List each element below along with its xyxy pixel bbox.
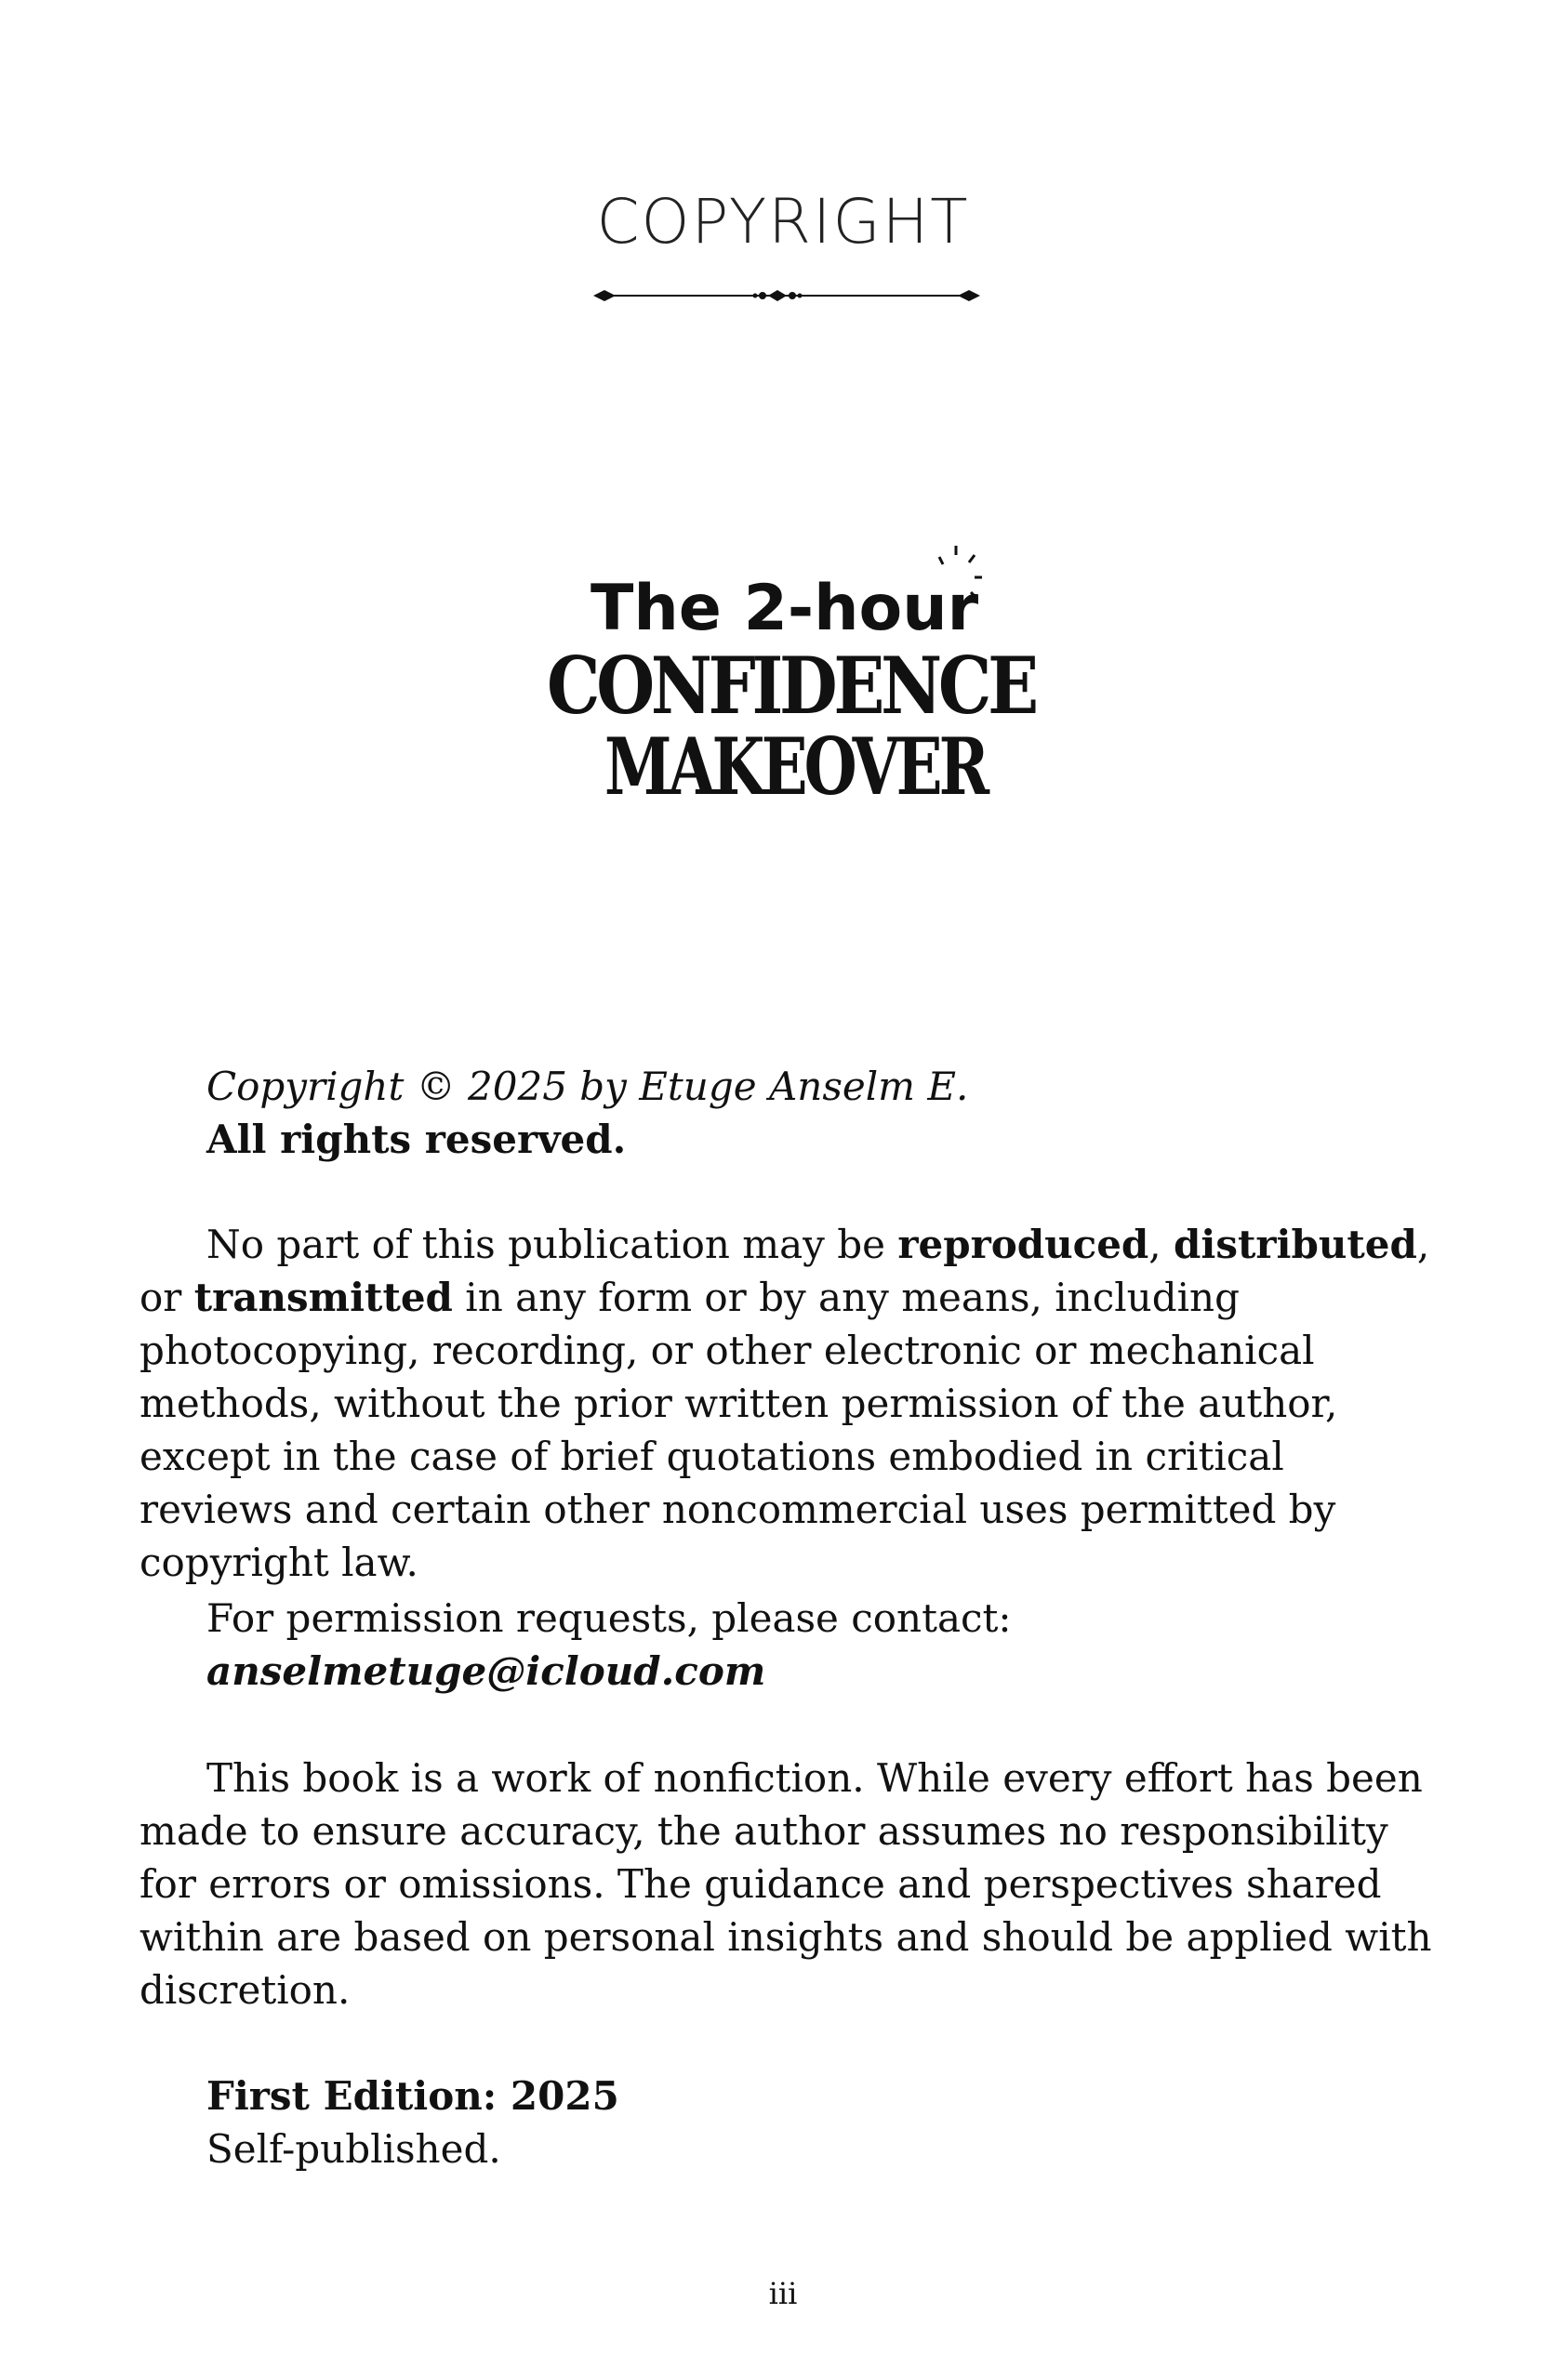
logo-line-1: The 2-hour: [591, 572, 979, 645]
logo-line-3: MAKEOVER: [604, 721, 987, 813]
paragraph-text: in any form or by any means, including photocopying, recording, or other electronic or mechanical methods, without the prior written permission of the author, except in the case of brief quotations embodied in critical reviews and certain other noncommercial uses permitted by copyright law.: [139, 1275, 1338, 1585]
permission-label: For permission requests, please contact:: [206, 1595, 1012, 1641]
paragraph-text: ,: [1148, 1222, 1174, 1267]
page-number: iii: [768, 2276, 798, 2311]
copyright-line: Copyright © 2025 by Etuge Anselm E.: [206, 1064, 969, 1109]
emphasis-transmitted: transmitted: [193, 1275, 453, 1320]
ornamental-divider: [591, 277, 982, 314]
disclaimer-text: This book is a work of nonfiction. While every effort has been made to ensure accuracy, the author assumes no responsibility for errors or omissions. The guidance and perspectives shared within are based on personal insights and should be applied with discretion.: [139, 1755, 1432, 2013]
publisher-note: Self-published.: [206, 2126, 501, 2172]
paragraph-text: , or: [139, 1222, 1430, 1320]
copyright-notice: [139, 1060, 1441, 1166]
emphasis-reproduced: reproduced: [897, 1222, 1149, 1267]
book-title-logo: [521, 544, 1042, 823]
edition-title: First Edition: 2025: [206, 2073, 619, 2119]
edition-info: [139, 2069, 1441, 2175]
nonfiction-disclaimer: [139, 1752, 1441, 2016]
page-title: COPYRIGHT: [596, 186, 970, 258]
paragraph-text: No part of this publication may be: [206, 1222, 898, 1267]
reproduction-paragraph: [139, 1218, 1441, 1589]
contact-email[interactable]: anselmetuge@icloud.com: [206, 1648, 766, 1694]
logo-line-2: CONFIDENCE: [547, 640, 1035, 732]
rights-reserved: All rights reserved.: [206, 1117, 627, 1162]
permission-block: [139, 1592, 1441, 1698]
emphasis-distributed: distributed: [1174, 1222, 1417, 1267]
